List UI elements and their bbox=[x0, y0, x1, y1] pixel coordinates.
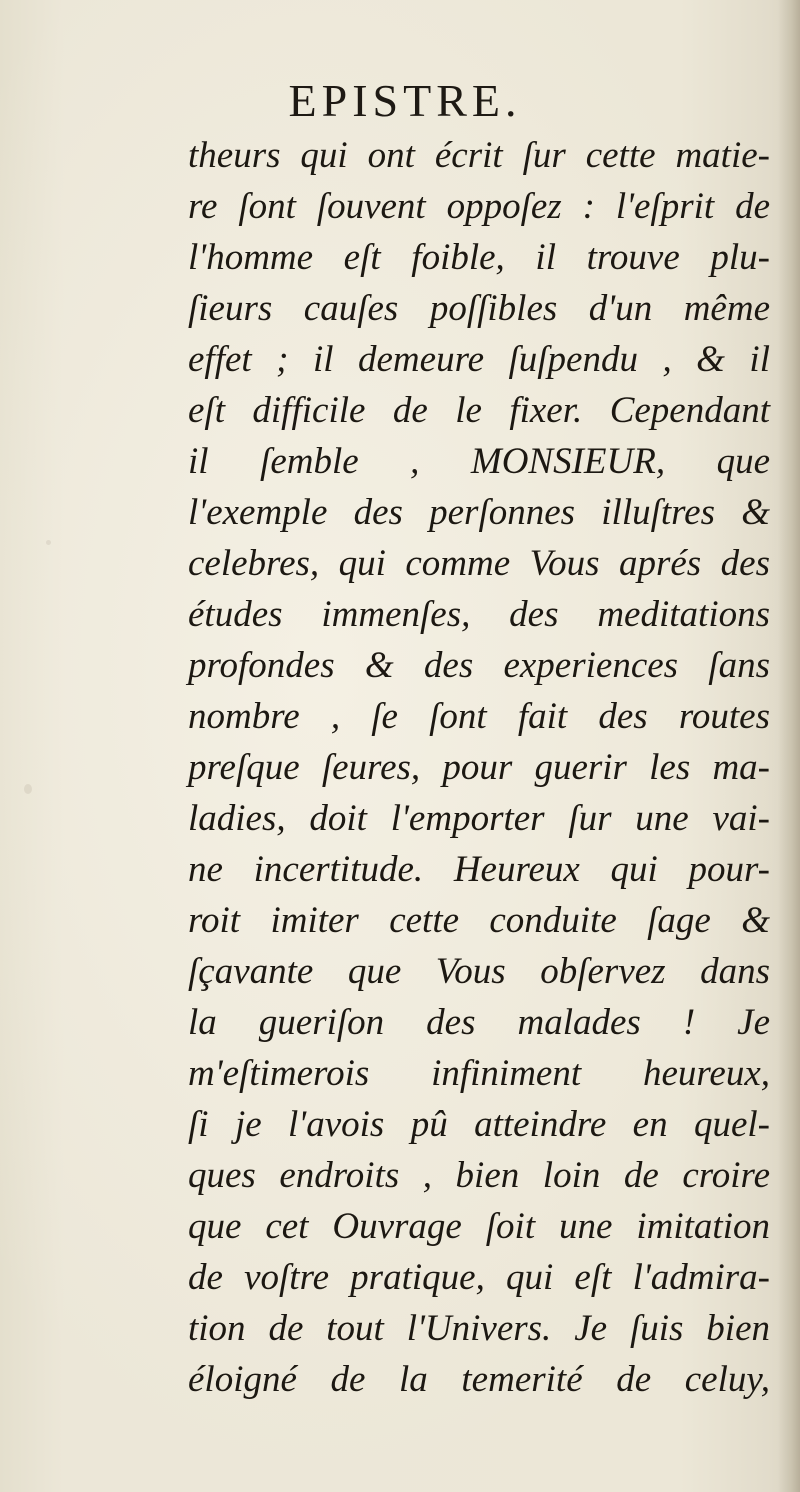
body-text bbox=[188, 130, 770, 1405]
text-line: eſt difficile de le fixer. Cependant bbox=[188, 390, 770, 431]
text-line: preſque ſeures, pour guerir les ma- bbox=[188, 747, 770, 788]
text-line: de voſtre pratique, qui eſt l'admira- bbox=[188, 1257, 770, 1298]
text-line: m'eſtimerois infiniment heureux, bbox=[188, 1053, 770, 1094]
text-line: études immenſes, des meditations bbox=[188, 594, 770, 635]
text-line: tion de tout l'Univers. Je ſuis bien bbox=[188, 1308, 770, 1349]
text-line: que cet Ouvrage ſoit une imitation bbox=[188, 1206, 770, 1247]
text-line: ques endroits , bien loin de croire bbox=[188, 1155, 770, 1196]
text-line: celebres, qui comme Vous aprés des bbox=[188, 543, 770, 584]
text-line: nombre , ſe ſont fait des routes bbox=[188, 696, 770, 737]
text-line: re ſont ſouvent oppoſez : l'eſprit de bbox=[188, 186, 770, 227]
running-head: EPISTRE. bbox=[288, 75, 522, 126]
text-line: la gueriſon des malades ! Je bbox=[188, 1002, 770, 1043]
text-line: ladies, doit l'emporter ſur une vai- bbox=[188, 798, 770, 839]
text-line: effet ; il demeure ſuſpendu , & il bbox=[188, 339, 770, 380]
page-edge-shadow bbox=[778, 0, 800, 1492]
text-line: theurs qui ont écrit ſur cette matie- bbox=[188, 135, 770, 176]
ink-speck bbox=[24, 784, 32, 794]
text-line: ne incertitude. Heureux qui pour- bbox=[188, 849, 770, 890]
text-line: profondes & des experiences ſans bbox=[188, 645, 770, 686]
text-line: l'homme eſt foible, il trouve plu- bbox=[188, 237, 770, 278]
text-line: l'exemple des perſonnes illuſtres & bbox=[188, 492, 770, 533]
text-line: roit imiter cette conduite ſage & bbox=[188, 900, 770, 941]
text-line: il ſemble , MONSIEUR, que bbox=[188, 441, 770, 482]
text-line: ſçavante que Vous obſervez dans bbox=[188, 951, 770, 992]
text-line: ſi je l'avois pû atteindre en quel- bbox=[188, 1104, 770, 1145]
ink-speck bbox=[46, 540, 51, 545]
text-line: éloigné de la temerité de celuy, bbox=[188, 1359, 770, 1400]
text-line: ſieurs cauſes poſſibles d'un même bbox=[188, 288, 770, 329]
